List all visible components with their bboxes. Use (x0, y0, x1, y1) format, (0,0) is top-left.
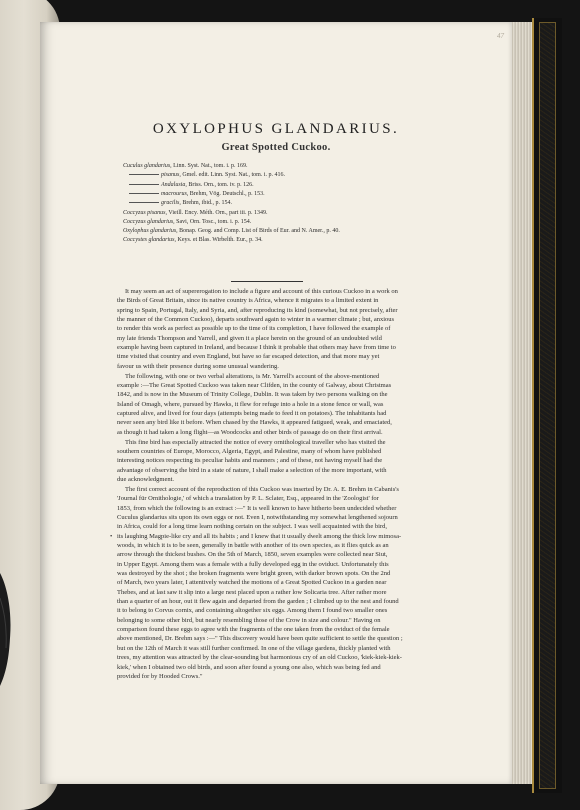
body-line: favour us with their presence during some unusual wandering. (117, 362, 279, 370)
synonym-line: pisanus, Gmel. edit. Linn. Syst. Nat., tom. i. p. 416. (123, 171, 285, 179)
synonym-line: macrourus, Brehm, Vög. Deutschl., p. 153. (123, 190, 265, 198)
body-line: belonging to some other bird, but nearly resembling those of the Crow in size and colour." Having on (117, 616, 381, 624)
margin-mark: • (110, 532, 113, 540)
synonym-line: Oxylophus glandarius, Bonap. Geog. and Comp. List of Birds of Eur. and N. Amer., p. 40. (123, 228, 340, 235)
body-line: comparison found these eggs to agree with the fragments of the one taken from the oviduct of the female (117, 626, 390, 634)
body-line: was destroyed by the shot ; the broken fragments were bright green, with darker brown spots. On the 2nd (117, 570, 391, 577)
synonym-line: Coccyzus pisanus, Vieill. Ency. Méth. Orn., part iii. p. 1349. (123, 209, 268, 216)
body-line: above mentioned, Dr. Brehm says :—" This discovery would have been quite sufficient to settle the question ; (117, 635, 403, 643)
body-line: Island of Omagh, where, pursued by Hawks, it flew for refuge into a hole in a stone fence or wall, was (117, 400, 384, 408)
synonym-line: Coccyzus glandarius, Savi, Orn. Tosc., tom. i. p. 154. (123, 218, 252, 225)
gilt-tooling-border (539, 22, 556, 789)
body-line: provided for by Hooded Crows." (117, 672, 203, 680)
body-line: to render this work as perfect as possible up to the time of its completion, I have followed the example of (117, 325, 391, 333)
body-line: arrow through the thickest bushes. On the 5th of March, 1850, seven examples were collected near Siut, (117, 551, 388, 559)
body-line: the manner of the Common Cuckoo), departs southward again to winter in a warmer climate ; but, anxious (117, 316, 395, 324)
body-line: southern countries of Europe, Morocco, Algeria, Egypt, and Palestine, many of whom have published (117, 447, 382, 455)
body-line: trees, my attention was attracted by the clear-sounding but harmonious cry of an old Cuckoo, 'kiek-kiek-kiek- (117, 654, 402, 662)
page-subtitle: Great Spotted Cuckoo. (221, 142, 331, 153)
body-line: advantage of observing the bird in a state of nature, I shall make a selection of the more important, with (117, 466, 387, 474)
body-line: it to belong to Corvus cornix, and containing altogether six eggs. Among them I found two smaller ones (117, 607, 388, 615)
synonym-line: Andalusia, Briss. Orn., tom. iv. p. 126. (123, 181, 254, 189)
body-line: its laughing Magpie-like cry and all its habits ; and I knew that it usually dwelt among the thick low mimosa- (117, 532, 402, 540)
body-line: of March, two years later, I attentively watched the motions of a Great Spotted Cuckoo in a garden near (117, 579, 387, 587)
synonym-line: Coccystes glandarius, Keys. et Blas. Wirbelth. Eur., p. 34. (123, 237, 263, 244)
synonym-line: Cuculus glandarius, Linn. Syst. Nat., tom. i. p. 169. (123, 163, 248, 169)
page-title: OXYLOPHUS GLANDARIUS. (152, 121, 400, 137)
body-line: It may seem an act of supererogation to include a figure and account of this curious Cuckoo in a work on (125, 288, 398, 295)
body-line: 'Journal für Ornithologie,' of which a translation by P. L. Sclater, Esq., appeared in the 'Zoologist' for (117, 495, 379, 503)
book-page (40, 22, 512, 784)
body-line: 1853, from which the following is an extract :—" It is well known to have hitherto been undecided whether (117, 504, 397, 512)
body-line: Cuculus glandarius sits upon its own eggs or not. Even I, notwithstanding my somewhat lengthened sojourn (117, 513, 398, 521)
body-line: but on the 12th of March it was still further confirmed. In one of the village gardens, thickly planted with (117, 644, 391, 652)
body-line: The following, with one or two verbal alterations, is Mr. Yarrell's account of the above-mentioned (125, 372, 380, 380)
body-line: The first correct account of the reproduction of this Cuckoo was inserted by Dr. A. E. Brehm in Cabanis's (125, 485, 399, 493)
body-line: as though it had taken a long flight—as Woodcocks and other birds of passage do on their first arrival. (117, 428, 383, 436)
body-line: never seen any bird like it before. When chased by the Hawks, it appeared fatigued, weak, and emaciated, (117, 419, 392, 427)
body-line: Thebes, and at last saw it slip into a large nest placed upon a rather low Solicaria tree. After rather more (117, 588, 387, 596)
body-line: kiek,' when I obtained two old birds, and soon after found a young one also, which was being fed and (117, 663, 381, 671)
body-line: the Birds of Great Britain, since its native country is Africa, whence it migrates to a limited extent in (117, 297, 379, 305)
body-line: time visited that country and even England, but have so far escaped detection, and that more may yet (117, 353, 380, 361)
body-line: my late friends Thompson and Yarrell, and given it a place herein on the ground of an undoubted wild (117, 334, 382, 342)
facing-plate-feather-illustration (0, 568, 16, 688)
body-line: This fine bird has especially attracted the notice of every ornithological traveller who has visited the (125, 438, 386, 446)
body-line: than a quarter of an hour, out it flew again and departed from the garden ; I climbed up to the nest and found (117, 598, 399, 606)
page-number: 47 (497, 32, 504, 40)
body-line: in Africa, could for a long time learn nothing certain on the subject. I was well acquainted with the bird, (117, 523, 388, 531)
body-line: captured alive, and lived for four days (attempts being made to feed it on potatoes). The inhabitants had (117, 410, 387, 418)
body-line: interesting notices respecting its peculiar habits and manners ; and of these, not having myself had the (117, 457, 383, 465)
body-line: 1842, and is now in the Museum of Trinity College, Dublin. It was taken by two persons walking on the (117, 391, 388, 399)
book-cover-board (532, 18, 562, 793)
body-line: in Upper Egypt. Among them was a female with a fully developed egg in the oviduct. Unfortunately this (117, 560, 389, 568)
body-line: woods, in which it is to be seen, generally in battle with another of its own species, as it flies quick as an (117, 541, 389, 549)
synonym-line: gracilis, Brehm, ibid., p. 154. (123, 199, 232, 207)
body-line: example having been captured in Ireland, and because I think it probable that others may have from time to (117, 344, 396, 352)
body-line: example :—The Great Spotted Cuckoo was taken near Clifden, in the county of Galway, about Christmas (117, 382, 392, 389)
body-line: spring to Spain, Portugal, Italy, and Syria, and, after reproducing its kind (somewhat, but not precisely, after (117, 306, 398, 314)
section-divider (231, 281, 303, 282)
body-line: due acknowledgment. (117, 476, 175, 483)
